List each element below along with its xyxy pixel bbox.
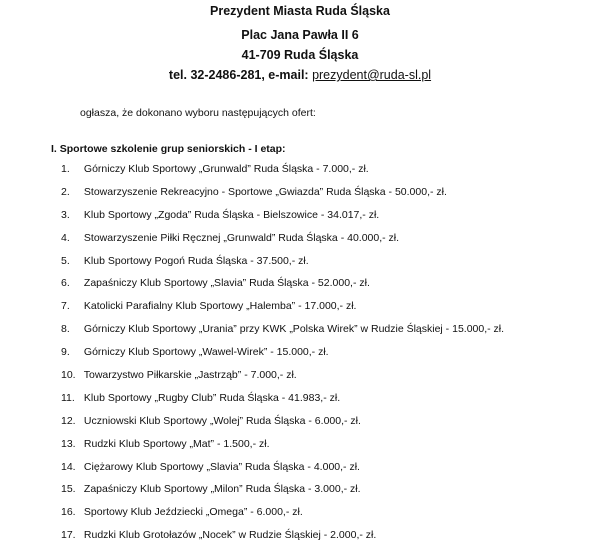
list-item-number: 1. (61, 163, 70, 175)
list-item-number: 17. (61, 529, 76, 542)
list-item-number: 11. (61, 391, 75, 404)
header-email-link[interactable]: prezydent@ruda-sl.pl (312, 68, 432, 82)
list-item-number: 15. (61, 483, 76, 496)
list-item-number: 13. (61, 437, 76, 450)
list-item (61, 368, 504, 391)
list-item (61, 254, 504, 277)
list-item (61, 482, 504, 505)
header-address-city: 41-709 Ruda Śląska (241, 48, 359, 62)
list-item (61, 437, 504, 460)
list-item (61, 299, 504, 322)
list-item (61, 322, 504, 345)
list-item-number: 16. (61, 506, 76, 519)
list-item-number: 10. (61, 369, 76, 382)
list-item-text: Towarzystwo Piłkarskie „Jastrząb” - 7.000,- zł. (83, 369, 297, 382)
offer-list (61, 162, 504, 551)
list-item (61, 345, 504, 368)
list-item-number: 5. (61, 254, 70, 267)
list-item-text: Górniczy Klub Sportowy „Urania” przy KWK „Polska Wirek” w Rudzie Śląskiej - 15.000,- zł. (83, 323, 505, 336)
list-item-text: Klub Sportowy „Zgoda” Ruda Śląska - Bielszowice - 34.017,- zł. (83, 208, 380, 221)
list-item (61, 528, 504, 551)
list-item-number: 8. (61, 323, 70, 336)
list-item-text: Katolicki Parafialny Klub Sportowy „Halemba” - 17.000,- zł. (83, 300, 357, 313)
list-item-number: 3. (61, 208, 70, 221)
list-item-text: Klub Sportowy Pogoń Ruda Śląska - 37.500,- zł. (83, 254, 309, 267)
header-phone: tel. 32-2486-281, e-mail: (168, 68, 313, 82)
list-item-number: 14. (61, 460, 76, 473)
list-item (61, 414, 504, 437)
list-item-number: 7. (61, 300, 70, 313)
list-item (61, 276, 504, 299)
list-item-number: 9. (61, 346, 70, 359)
list-item-number: 6. (61, 277, 70, 290)
list-item-text: Zapaśniczy Klub Sportowy „Milon” Ruda Śląska - 3.000,- zł. (83, 483, 361, 496)
header-contact (0, 68, 600, 82)
list-item (61, 505, 504, 528)
list-item-number: 12. (61, 414, 76, 427)
list-item-text: Górniczy Klub Sportowy „Grunwald” Ruda Śląska - 7.000,- zł. (83, 163, 369, 175)
list-item-number: 2. (61, 185, 70, 198)
intro-text: ogłasza, że dokonano wyboru następujących ofert: (80, 107, 316, 119)
list-item-text: Zapaśniczy Klub Sportowy „Slavia” Ruda Śląska - 52.000,- zł. (83, 277, 370, 290)
list-item (61, 208, 504, 231)
list-item-text: Klub Sportowy „Rugby Club” Ruda Śląska - 41.983,- zł. (83, 391, 341, 404)
list-item-text: Uczniowski Klub Sportowy „Wolej” Ruda Śląska - 6.000,- zł. (83, 414, 361, 427)
list-item-text: Rudzki Klub Grotołazów „Nocek” w Rudzie Śląskiej - 2.000,- zł. (83, 529, 377, 542)
list-item-text: Sportowy Klub Jeździecki „Omega” - 6.000,- zł. (83, 506, 303, 519)
list-item-text: Ciężarowy Klub Sportowy „Slavia” Ruda Śląska - 4.000,- zł. (83, 460, 360, 473)
list-item-text: Stowarzyszenie Piłki Ręcznej „Grunwald” Ruda Śląska - 40.000,- zł. (83, 231, 400, 244)
list-item-text: Górniczy Klub Sportowy „Wawel-Wirek” - 15.000,- zł. (83, 346, 329, 359)
header-address-street: Plac Jana Pawła II 6 (241, 28, 359, 42)
list-item (61, 185, 504, 208)
list-item-text: Stowarzyszenie Rekreacyjno - Sportowe „Gwiazda” Ruda Śląska - 50.000,- zł. (83, 185, 447, 198)
header-title: Prezydent Miasta Ruda Śląska (210, 4, 390, 18)
list-item-text: Rudzki Klub Sportowy „Mat” - 1.500,- zł. (83, 437, 270, 450)
list-item (61, 162, 504, 185)
list-item (61, 231, 504, 254)
section-title: I. Sportowe szkolenie grup seniorskich - I etap: (51, 143, 286, 155)
list-item (61, 391, 504, 414)
list-item-number: 4. (61, 231, 70, 244)
list-item (61, 460, 504, 483)
